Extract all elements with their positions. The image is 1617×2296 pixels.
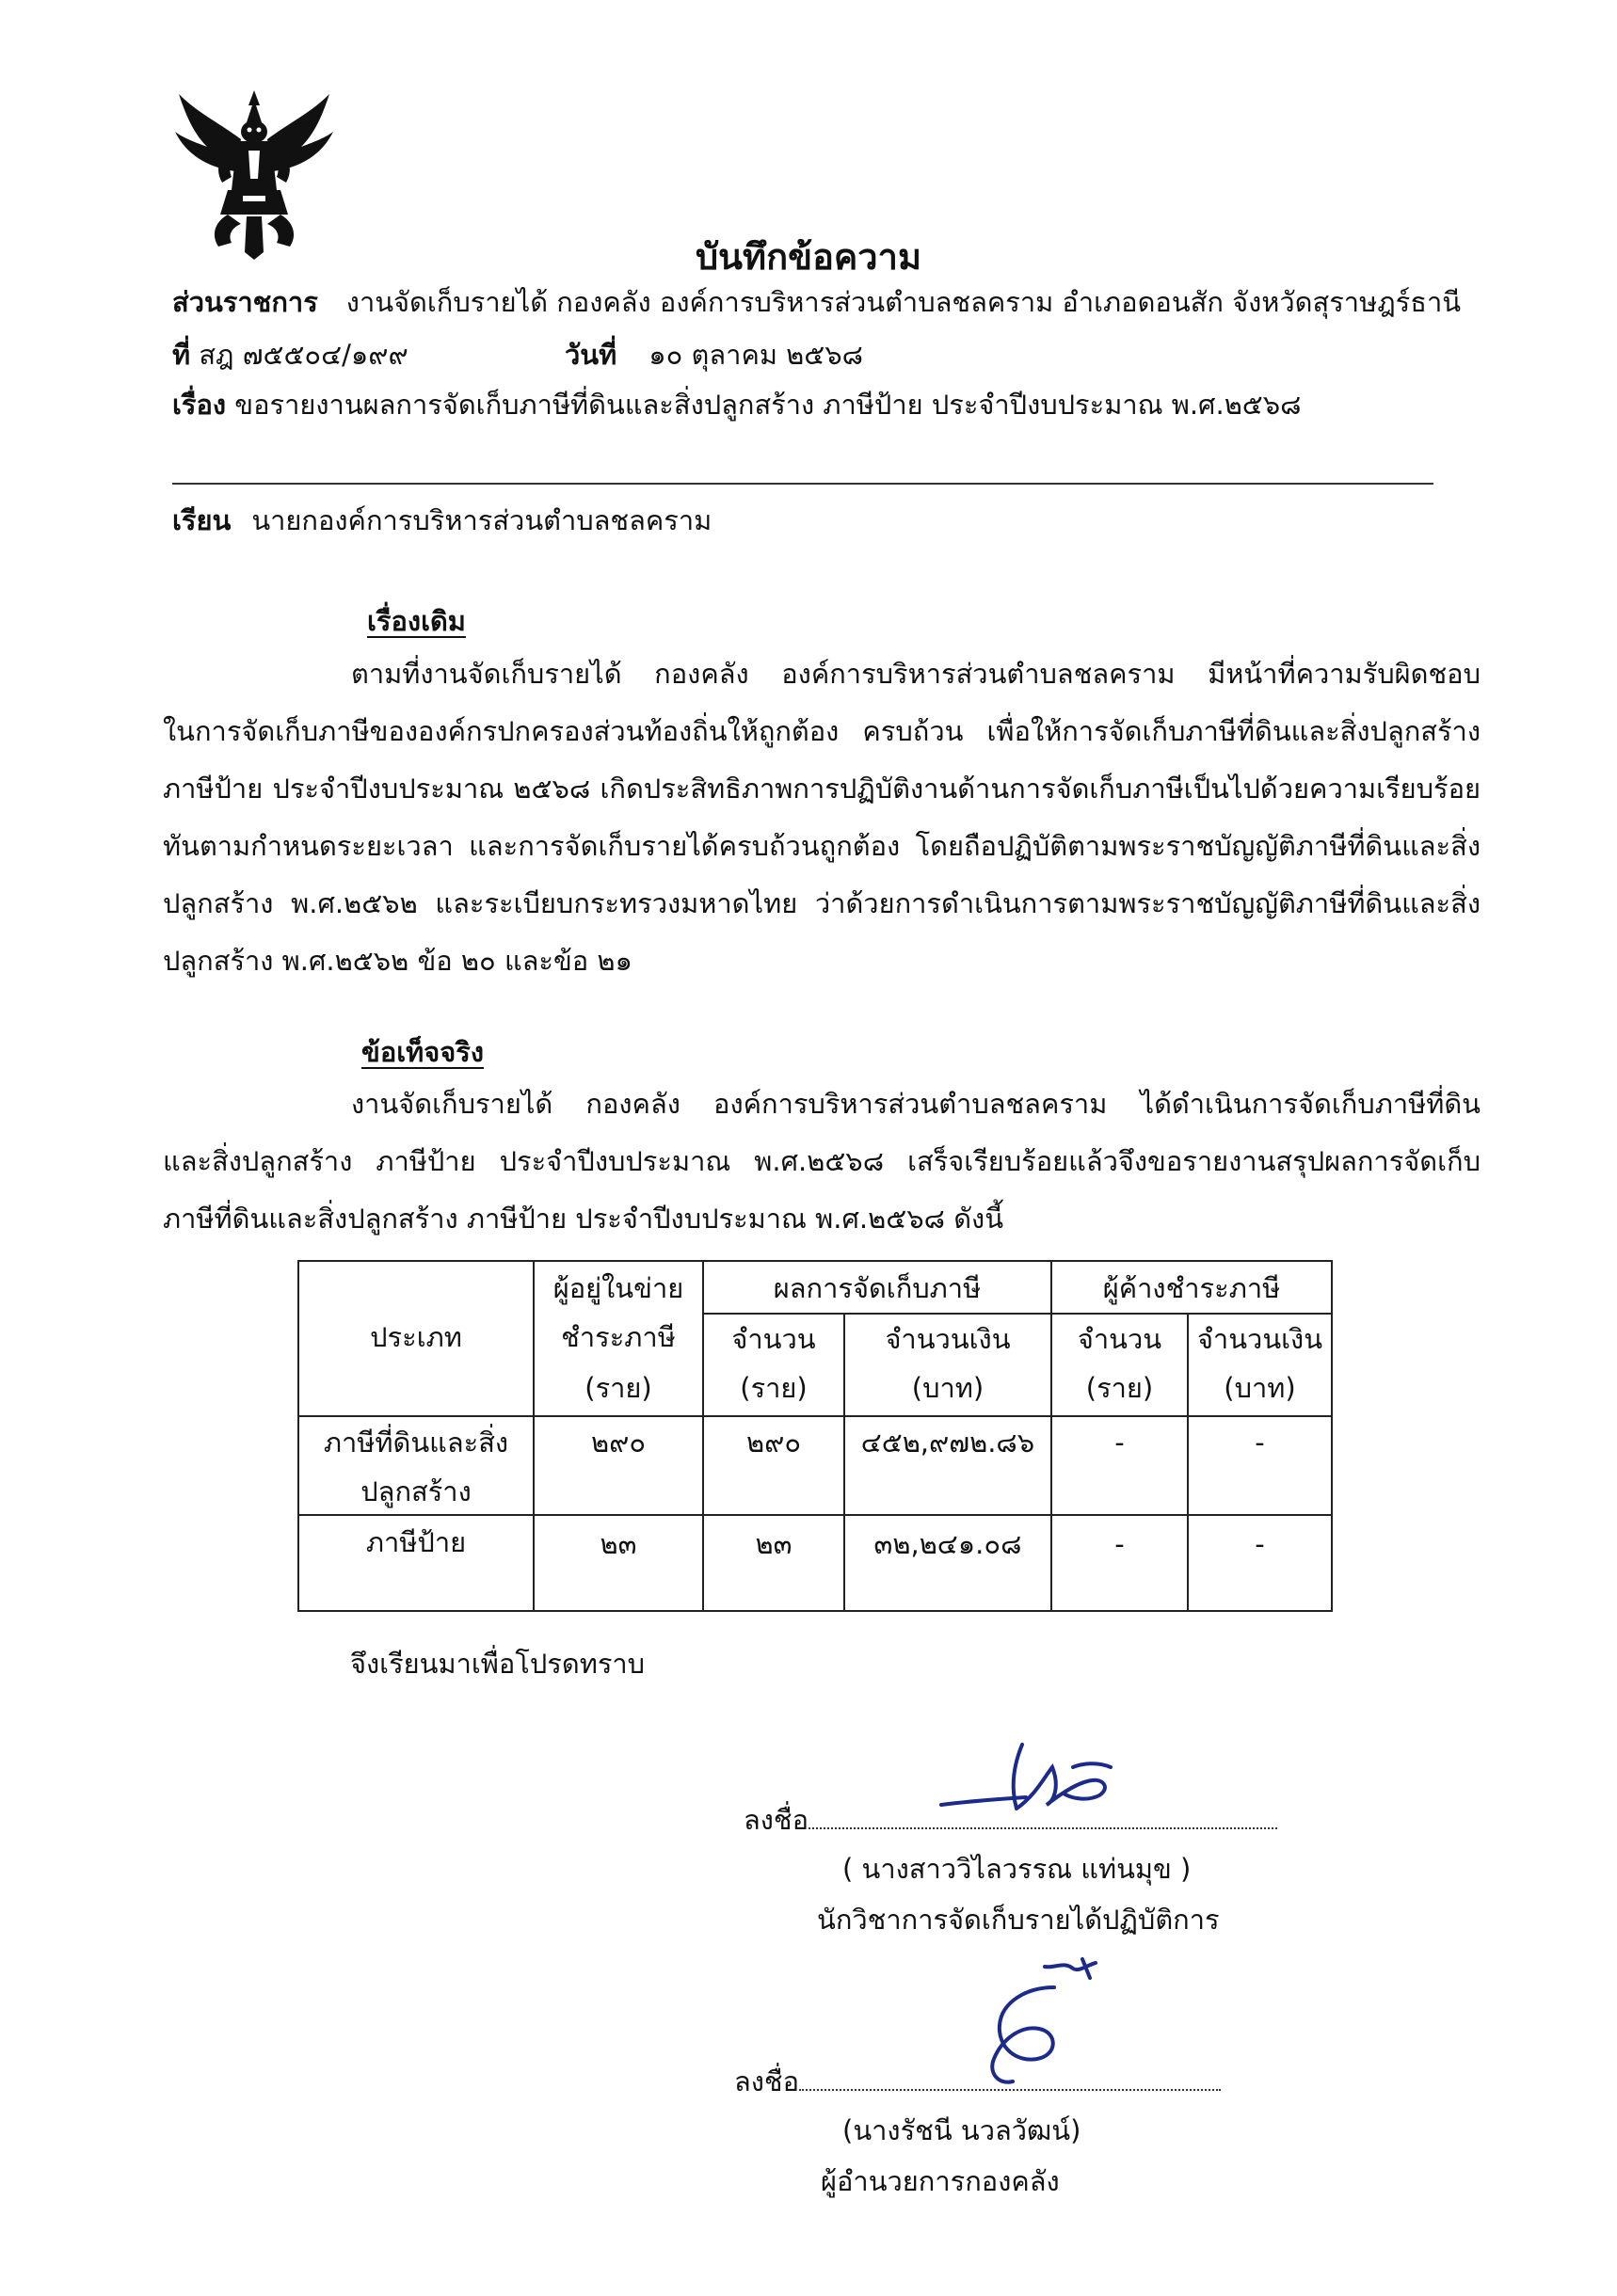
agency-value: งานจัดเก็บรายได้ กองคลัง องค์การบริหารส่วนตำบลชลคราม อำเภอดอนสัก จังหวัดสุราษฎร์ธานี xyxy=(345,286,1462,318)
row2-arrears-count: - xyxy=(1114,1528,1125,1560)
row1-type-line2: ปลูกสร้าง xyxy=(360,1475,472,1507)
signature-1-label: ลงชื่อ xyxy=(744,1804,809,1836)
signature-2-label: ลงชื่อ xyxy=(734,2065,800,2097)
header-arrears-count: จำนวน xyxy=(1077,1323,1162,1355)
row2-type: ภาษีป้าย xyxy=(365,1526,467,1558)
header-arrears-amount-unit: (บาท) xyxy=(1224,1372,1296,1404)
header-arrears: ผู้ค้างชำระภาษี xyxy=(1102,1272,1281,1304)
tax-result-table xyxy=(297,1260,1333,1612)
paragraph-line: ภาษีป้าย ประจำปีงบประมาณ ๒๕๖๘ เกิดประสิทธิภาพการปฏิบัติงานด้านการจัดเก็บภาษีเป็นไปด้วยความเรียบร้อย xyxy=(163,773,1481,805)
header-payers-line1: ผู้อยู่ในข่าย xyxy=(552,1272,684,1304)
header-payers-line3: (ราย) xyxy=(584,1372,652,1404)
header-amount: จำนวนเงิน xyxy=(885,1323,1011,1355)
signature-2-name: (นางรัชนี นวลวัฒน์) xyxy=(842,2114,1081,2146)
paragraph-line: ในการจัดเก็บภาษีขององค์กรปกครองส่วนท้องถิ่นให้ถูกต้อง ครบถ้วน เพื่อให้การจัดเก็บภาษีที่ดินและสิ่งปลูกสร้าง xyxy=(163,715,1481,747)
row2-count: ๒๓ xyxy=(755,1528,792,1560)
paragraph-line: ปลูกสร้าง พ.ศ.๒๕๖๒ และระเบียบกระทรวงมหาดไทย ว่าด้วยการดำเนินการตามพระราชบัญญัติภาษีที่ดินและสิ่ง xyxy=(163,887,1481,919)
header-arrears-count-unit: (ราย) xyxy=(1085,1372,1154,1404)
signature-1-position: นักวิชาการจัดเก็บรายได้ปฏิบัติการ xyxy=(817,1904,1220,1936)
paragraph-line: งานจัดเก็บรายได้ กองคลัง องค์การบริหารส่วนตำบลชลคราม ได้ดำเนินการจัดเก็บภาษีที่ดิน xyxy=(351,1088,1481,1120)
background-paragraph xyxy=(163,646,1481,990)
row2-arrears-amount: - xyxy=(1255,1528,1265,1560)
header-count-unit: (ราย) xyxy=(740,1372,808,1404)
facts-paragraph xyxy=(163,1076,1481,1248)
recipient-value: นายกองค์การบริหารส่วนตำบลชลคราม xyxy=(251,504,712,536)
paragraph-line: ภาษีที่ดินและสิ่งปลูกสร้าง ภาษีป้าย ประจำปีงบประมาณ พ.ศ.๒๕๖๘ ดังนี้ xyxy=(163,1203,1004,1235)
header-divider xyxy=(172,483,1433,485)
paragraph-line: ทันตามกำหนดระยะเวลา และการจัดเก็บรายได้ครบถ้วนถูกต้อง โดยถือปฏิบัติตามพระราชบัญญัติภาษีที่ดินและสิ่ง xyxy=(163,830,1481,862)
header-type: ประเภท xyxy=(370,1321,462,1353)
row1-type-line1: ภาษีที่ดินและสิ่ง xyxy=(323,1427,509,1459)
reference-label: ที่ xyxy=(172,339,191,371)
agency-row xyxy=(172,283,1461,321)
paragraph-line: ปลูกสร้าง พ.ศ.๒๕๖๒ ข้อ ๒๐ และข้อ ๒๑ xyxy=(163,945,632,977)
background-heading: เรื่องเดิม xyxy=(367,605,466,637)
reference-number: สฎ ๗๕๕๐๔/๑๙๙ xyxy=(199,339,408,371)
row1-payers: ๒๙๐ xyxy=(590,1427,647,1459)
header-count: จำนวน xyxy=(731,1323,816,1355)
date-row xyxy=(565,336,863,374)
row1-arrears-count: - xyxy=(1114,1427,1125,1459)
agency-label: ส่วนราชการ xyxy=(172,286,318,318)
paragraph-line: และสิ่งปลูกสร้าง ภาษีป้าย ประจำปีงบประมาณ พ.ศ.๒๕๖๘ เสร็จเรียบร้อยแล้วจึงขอรายงานสรุปผลการจัดเก็บ xyxy=(163,1145,1481,1177)
header-payers-line2: ชำระภาษี xyxy=(561,1321,676,1353)
row1-count: ๒๙๐ xyxy=(745,1427,802,1459)
row1-amount: ๔๕๒,๙๗๒.๘๖ xyxy=(860,1427,1035,1459)
row1-arrears-amount: - xyxy=(1255,1427,1265,1459)
date-label: วันที่ xyxy=(565,339,617,371)
subject-label: เรื่อง xyxy=(172,389,227,421)
facts-heading: ข้อเท็จจริง xyxy=(361,1036,484,1068)
recipient-label: เรียน xyxy=(172,504,232,536)
header-amount-unit: (บาท) xyxy=(911,1372,985,1404)
signature-2-line xyxy=(734,2063,1221,2100)
signature-1-name: ( นางสาววิไลวรรณ แท่นมุข ) xyxy=(842,1853,1192,1885)
closing-text: จึงเรียนมาเพื่อโปรดทราบ xyxy=(350,1648,646,1680)
subject-value: ขอรายงานผลการจัดเก็บภาษีที่ดินและสิ่งปลูกสร้าง ภาษีป้าย ประจำปีงบประมาณ พ.ศ.๒๕๖๘ xyxy=(234,389,1302,421)
header-collection-result: ผลการจัดเก็บภาษี xyxy=(773,1272,982,1304)
document-title: บันทึกข้อความ xyxy=(695,236,922,278)
date-value: ๑๐ ตุลาคม ๒๕๖๘ xyxy=(648,339,864,371)
paragraph-line: ตามที่งานจัดเก็บรายได้ กองคลัง องค์การบริหารส่วนตำบลชลคราม มีหน้าที่ความรับผิดชอบ xyxy=(351,658,1481,690)
subject-row xyxy=(172,386,1302,423)
header-arrears-amount: จำนวนเงิน xyxy=(1196,1323,1323,1355)
row2-payers: ๒๓ xyxy=(600,1528,637,1560)
row2-amount: ๓๒,๒๔๑.๐๘ xyxy=(873,1528,1022,1560)
reference-row xyxy=(172,336,408,374)
recipient-row xyxy=(172,502,712,539)
signature-1-line xyxy=(744,1801,1277,1839)
signature-2-position: ผู้อำนวยการกองคลัง xyxy=(821,2165,1060,2197)
